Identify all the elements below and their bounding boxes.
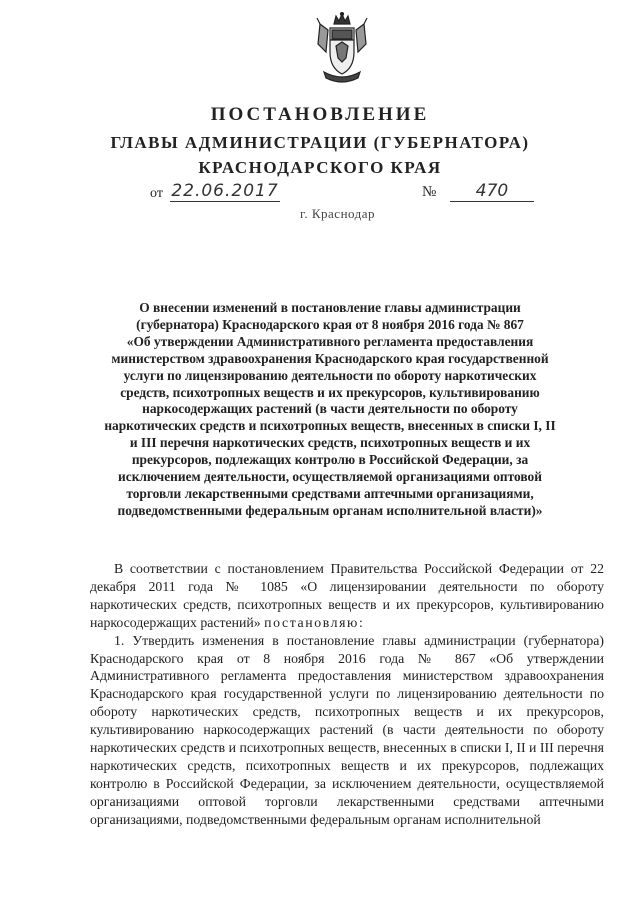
heading-line: средств, психотропных веществ и их прекурсоров, культивированию (120, 384, 540, 400)
document-title: ПОСТАНОВЛЕНИЕ (210, 104, 430, 125)
document-number: 470 (450, 181, 534, 202)
document-date: 22.06.2017 (171, 181, 279, 201)
heading-line: «Об утверждении Административного регламента предоставления (126, 333, 534, 349)
region-name: КРАСНОДАРСКОГО КРАЯ (198, 158, 442, 177)
heading-line: (губернатора) Краснодарского края от 8 ноября 2016 года № 867 (136, 316, 524, 332)
paragraph-text: В соответствии с постановлением Правительства Российской Федерации от 22 декабря 2011 года № 1085 «О лицензировании деятельности по обороту наркотических средств, психотропных веществ и их прекурсоров, культивированию наркосодержащих растений» (90, 561, 604, 630)
heading-line: наркосодержащих растений (в части деятельности по обороту (142, 401, 518, 417)
date-number-line (150, 181, 540, 205)
number-prefix: № (422, 184, 437, 200)
heading-line: прекурсоров, подлежащих контролю в Российской Федерации, за (131, 452, 529, 468)
city-name: г. Краснодар (300, 206, 376, 221)
document-body (90, 560, 604, 829)
body-paragraph (90, 560, 604, 632)
coat-of-arms-emblem (316, 12, 368, 84)
heading-line: министерством здравоохранения Краснодарского края государственной (111, 350, 549, 366)
heading-line: услуги по лицензированию деятельности по обороту наркотических (123, 367, 537, 383)
resolution-keyword: постановляю: (264, 614, 365, 630)
heading-line: подведомственными федеральным органам исполнительной власти)» (117, 502, 543, 518)
heading-line: исключением деятельности, осуществляемой организациями оптовой (118, 469, 542, 485)
heading-line: торговли лекарственными средствами аптечными организациями, (126, 485, 534, 501)
heading-line: О внесении изменений в постановление главы администрации (139, 300, 521, 315)
body-paragraph: 1. Утвердить изменения в постановление главы администрации (губернатора) Краснодарского края от 8 ноября 2016 года № 867 «Об утверждении Административного регламента предоставления министерством здравоохранения Краснодарского края государственной услуги по лицензированию деятельности по обороту наркотических средств, психотропных веществ и их прекурсоров, культивированию наркосодержащих растений (в части деятельности по обороту наркотических средств и психотропных веществ, внесенных в списки I, II и III перечня наркотических средств, психотропных веществ и их прекурсоров, подлежащих контролю в Российской Федерации, за исключением деятельности, осуществляемой организациями оптовой торговли лекарственными средствами аптечными организациями, подведомственными федеральным органам исполнительной (90, 632, 604, 827)
heading-line: и III перечня наркотических средств, психотропных веществ и их (129, 435, 531, 451)
heading-line: наркотических средств и психотропных веществ, внесенных в списки I, II (104, 418, 556, 434)
issuing-authority: ГЛАВЫ АДМИНИСТРАЦИИ (ГУБЕРНАТОРА) (110, 133, 530, 152)
date-prefix: от (150, 186, 163, 201)
document-heading (80, 300, 580, 520)
